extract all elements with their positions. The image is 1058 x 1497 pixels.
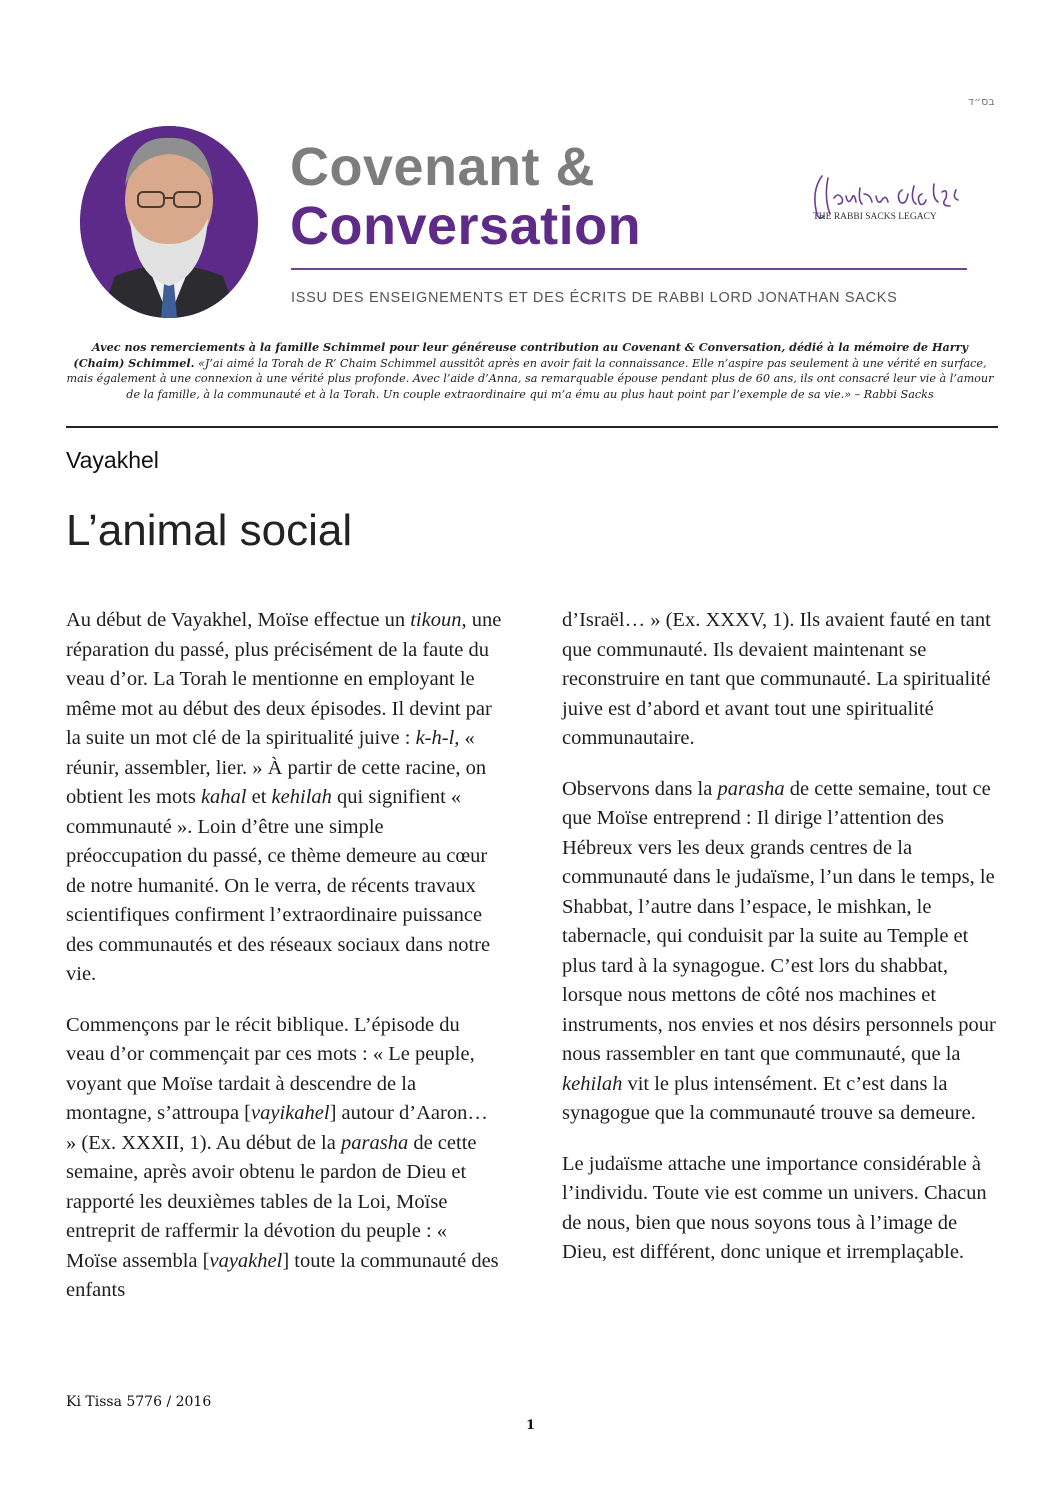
- paragraph: [66, 1011, 502, 1306]
- section-divider: [66, 426, 998, 428]
- text: Observons dans la: [562, 777, 718, 800]
- text: qui signifient « communauté ». Loin d’être une simple préoccupation du passé, ce thème demeure au cœur de notre humanité. On le verra, de récents travaux scientifiques confirment l’extraordinaire puissance des communautés et des réseaux sociaux dans notre vie.: [66, 786, 491, 985]
- text: vit le plus intensément. Et c’est dans la synagogue que la communauté trouve sa demeure.: [562, 1072, 976, 1124]
- author-portrait: [80, 126, 258, 318]
- term-italic: vayakhel: [209, 1249, 283, 1272]
- text: et: [246, 786, 272, 808]
- text: , « réunir, assembler, lier. » À partir de cette racine, on obtient les mots: [66, 727, 487, 808]
- paragraph: d’Israël… » (Ex. XXXV, 1). Ils avaient fauté en tant que communauté. Ils devaient maintenant se reconstruire en tant que communauté. La spiritualité juive est d’abord et avant tout une spiritualité communautaire.: [562, 609, 991, 749]
- brand-divider: [291, 268, 967, 270]
- term-italic: kehilah: [562, 1072, 623, 1095]
- term-italic: parasha: [340, 1131, 409, 1154]
- brand-title-line2: Conversation: [290, 196, 642, 256]
- term-italic: parasha: [717, 777, 785, 800]
- article-column-left: [66, 606, 502, 1327]
- bsd-mark: בס״ד: [968, 95, 995, 108]
- legacy-label: THE RABBI SACKS LEGACY: [813, 212, 937, 222]
- text: ] autour d’Aaron… » (Ex. XXXII, 1). Au début de la: [66, 1102, 488, 1154]
- term-italic: k-h-l: [415, 727, 455, 749]
- portrait-illustration: [80, 126, 258, 318]
- paragraph: [562, 775, 998, 1129]
- brand-title-line1: Covenant &: [290, 137, 596, 197]
- text: , une réparation du passé, plus précisément de la faute du veau d’or. La Torah le mentionne en employant le même mot au début des deux épisodes. Il devint par la suite un mot clé de la spiritualité juive :: [66, 609, 502, 749]
- parasha-name: Vayakhel: [66, 447, 159, 473]
- term-italic: kehilah: [271, 786, 332, 808]
- article-title: L’animal social: [66, 506, 353, 555]
- text: Commençons par le récit biblique. L’épisode du veau d’or commençait par ces mots : « Le peuple, voyant que Moïse tardait à descendre de la montagne, s’attroupa [: [66, 1013, 475, 1124]
- dedication-thanks: Avec nos remerciements à la famille Schimmel pour leur généreuse contribution au Covenant & Conversation, dédié à la mémoire de Harry (Chaim) Schimmel.: [73, 340, 969, 370]
- tagline: ISSU DES ENSEIGNEMENTS ET DES ÉCRITS DE RABBI LORD JONATHAN SACKS: [291, 290, 898, 306]
- edition-footer: Ki Tissa 5776 / 2016: [66, 1394, 212, 1410]
- term-italic: tikoun: [410, 609, 462, 631]
- article-column-right: [562, 606, 998, 1289]
- text: de cette semaine, après avoir obtenu le pardon de Dieu et rapporté les deuxièmes tables de la Loi, Moïse entreprit de raffermir la dévotion du peuple : « Moïse assembla [: [66, 1131, 477, 1272]
- dedication-note: [66, 340, 994, 402]
- text: ] toute la communauté des enfants: [66, 1249, 499, 1301]
- term-italic: vayikahel: [251, 1102, 330, 1124]
- paragraph: Le judaïsme attache une importance considérable à l’individu. Toute vie est comme un univers. Chacun de nous, bien que nous soyons tous à l’image de Dieu, est différent, donc unique et irremplaçable.: [562, 1152, 987, 1263]
- dedication-quote: «J’ai aimé la Torah de R’ Chaim Schimmel aussitôt après en avoir fait la connaissance. Elle n’aspire pas seulement à une vérité en surface, mais également à une connexion à une vérité plus profonde. Avec l’aide d’Anna, sa remarquable épouse pendant plus de 60 ans, ils ont consacré leur vie à l’amour de la famille, à la communauté et à la Torah. Un couple extraordinaire qui m’a ému au plus haut point par l’exemple de sa vie.» – Rabbi Sacks: [66, 356, 994, 401]
- text: Au début de Vayakhel, Moïse effectue un: [66, 609, 411, 631]
- text: de cette semaine, tout ce que Moïse entreprend : Il dirige l’attention des Hébreux vers les deux grands centres de la communauté dans le judaïsme, l’un dans le temps, le Shabbat, l’autre dans l’espace, le mishkan, le tabernacle, qui conduisit par la suite au Temple et plus tard à la synagogue. C’est lors du shabbat, lorsque nous mettons de côté nos machines et instruments, nos envies et nos désirs personnels pour nous rassembler en tant que communauté, que la: [562, 777, 996, 1065]
- page-number: 1: [526, 1418, 536, 1433]
- paragraph: [66, 606, 502, 990]
- term-italic: kahal: [200, 786, 247, 808]
